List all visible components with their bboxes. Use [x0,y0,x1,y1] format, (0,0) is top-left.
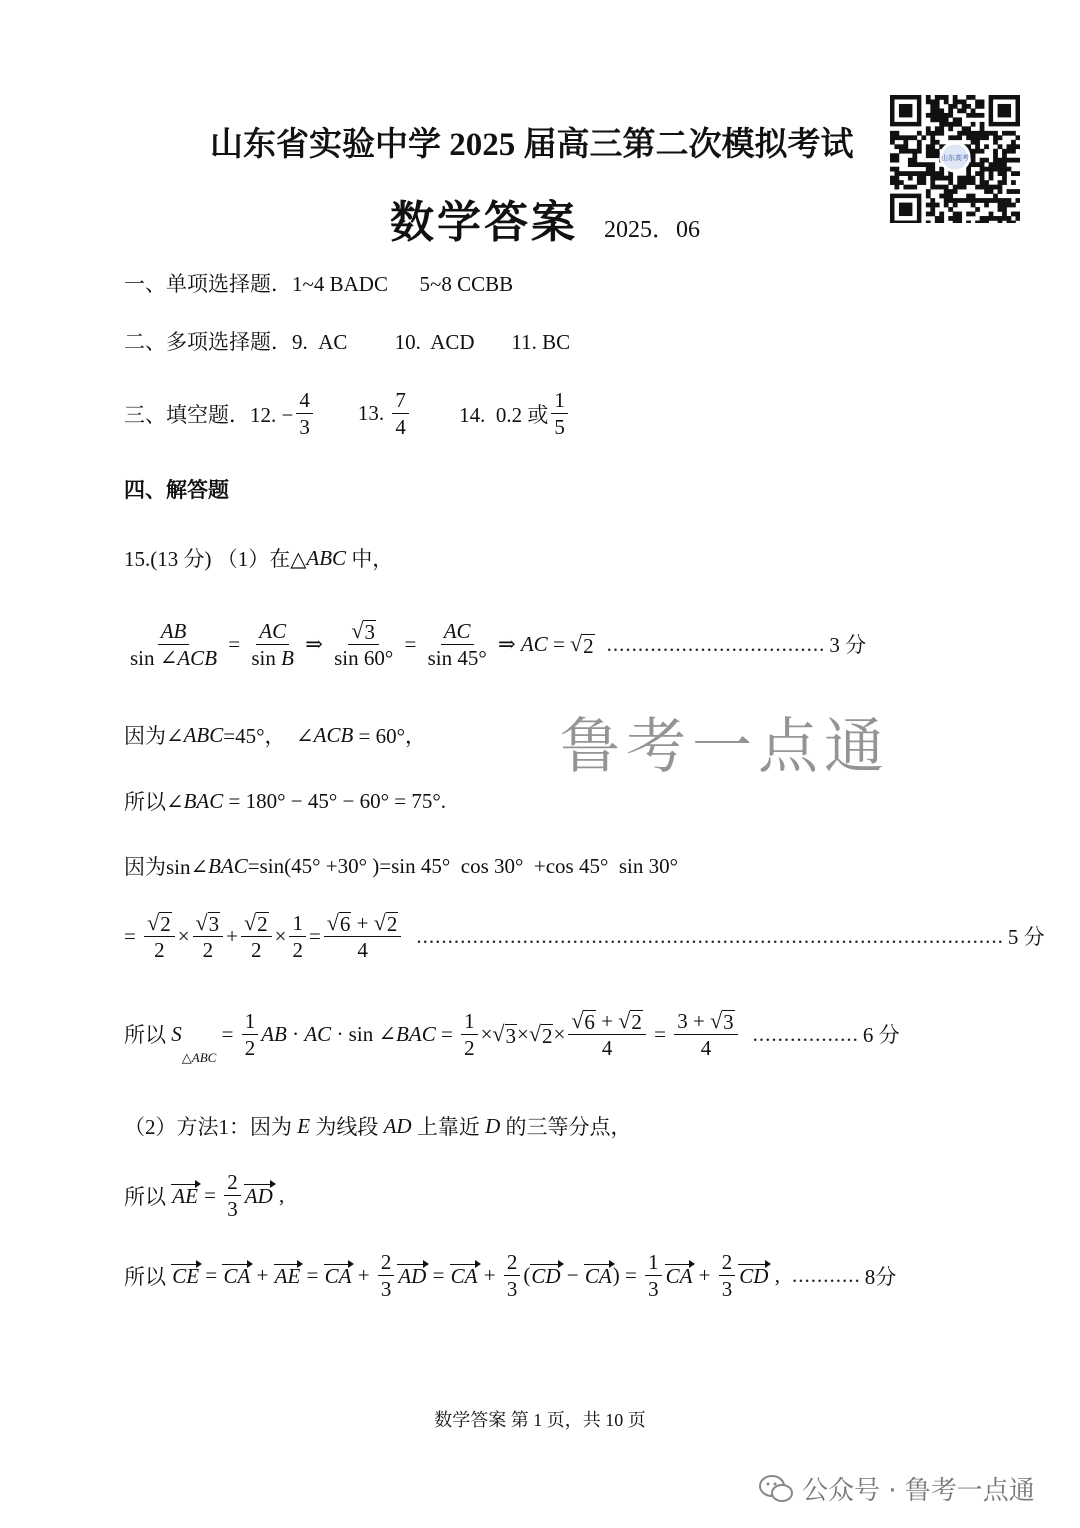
text-run: 所以∠ [124,790,184,814]
text-run: 4 [601,1036,613,1061]
text-run: · sin ∠ [331,1021,397,1046]
text-run: 2 [721,1250,733,1274]
denominator [719,1276,736,1301]
text-run: 中， [346,547,394,571]
denominator [599,1035,616,1060]
radical-sign: √ [195,910,208,935]
subtitle-text: 数学答案 [390,198,578,247]
math-variable: AB [261,1021,287,1046]
answer-line [124,618,866,670]
text-run: 2 [380,1250,392,1274]
answer-line [124,1111,632,1141]
text-run: × [553,1021,566,1046]
fraction [378,1250,395,1301]
text-run: 因为sin∠ [124,855,209,879]
math-variable: E [297,1113,311,1138]
text-run: =sin(45° +30° )=sin 45° cos 30° +cos 45° sin 30° [247,853,679,878]
radicand: 2 [160,912,171,937]
radical-sign: √ [570,631,583,657]
square-root [492,1021,517,1047]
text-run: 的三等分点， [500,1115,632,1139]
math-variable: AC [304,1021,332,1046]
text-run: 上靠近 [411,1115,486,1139]
square-root [244,910,269,935]
text-run: 2 [506,1250,518,1274]
denominator [151,937,168,962]
numerator [392,388,409,414]
vector: AD [398,1264,427,1289]
text-run: × [517,1021,529,1046]
dot-leader: .............................................................................................. [416,923,1004,948]
text-run: × [177,923,190,948]
denominator [248,645,297,670]
fraction [425,619,490,670]
radical-sign: √ [373,910,386,935]
fraction [392,388,409,439]
subscript: △ABC [181,1050,217,1066]
fraction [193,910,224,962]
denominator [331,645,396,670]
denominator [392,414,409,439]
text-run: 2 [244,1035,256,1060]
numerator [241,910,272,937]
radicand: 3 [723,1010,734,1035]
numerator [324,910,402,937]
fraction [645,1250,662,1301]
answer-line [124,786,446,816]
text-run: + [595,1008,619,1033]
denominator [248,937,265,962]
denominator [354,937,371,962]
math-variable: BAC [183,788,224,813]
fraction [461,1009,478,1060]
text-run: = [547,631,571,656]
numerator [674,1008,737,1035]
radical-sign: √ [492,1021,505,1047]
answer-line [124,268,513,298]
score-label: 5 分 [1007,925,1045,950]
text-run: 1 [554,388,565,412]
numerator [378,1250,395,1276]
vector: CA [584,1264,612,1289]
numerator [645,1250,662,1276]
denominator [200,937,217,962]
text-run: 三、填空题．12. − [124,402,294,427]
text-run: 7 [395,388,406,412]
fraction [568,1008,646,1060]
text-run: 3 + [677,1008,711,1033]
radical-sign: √ [351,618,364,643]
numerator [256,619,289,645]
text-run: ) = [612,1263,643,1288]
math-variable: ABC [306,545,347,570]
vector: CE [172,1264,200,1289]
numerator [296,388,313,414]
fraction [127,619,220,670]
square-root [196,910,221,935]
text-run: sin 45° [427,645,487,670]
math-variable: D [485,1113,501,1138]
numerator [144,910,175,937]
numerator [504,1250,521,1276]
radicand: 3 [364,620,375,645]
text-run: 所以 [124,1023,172,1048]
text-run: sin ∠ [130,645,178,670]
page-footer: 数学答案 第 1 页，共 10 页 [434,1410,646,1430]
text-run: = [198,1183,222,1208]
text-run: 1 [244,1008,256,1033]
radical-sign: √ [528,1021,541,1047]
vector: AE [172,1184,198,1209]
score-label: 6 分 [862,1023,900,1048]
text-run: ⇒ [299,631,329,656]
dot-leader: ........... [791,1263,861,1288]
answer-line [124,388,571,439]
text-run: = [301,1263,324,1288]
fraction [144,910,175,962]
text-run: 1 [292,910,303,935]
square-root [571,1008,596,1033]
vector: CA [450,1264,478,1289]
math-variable: BAC [396,1021,436,1046]
answer-line [124,1008,900,1066]
text-run: + [351,910,374,935]
numerator [348,618,379,645]
square-root [618,1008,643,1033]
text-run: 13. [315,401,390,426]
text-run: 3 [506,1277,518,1302]
text-run: 4 [299,388,310,412]
text-run: 3 [227,1197,238,1222]
vector: CA [665,1264,693,1289]
denominator [296,414,313,439]
square-root [529,1021,554,1047]
score-label: 3 分 [829,633,867,658]
answer-line [124,910,1045,962]
text-run: 3 [721,1277,733,1302]
radicand: 2 [583,634,594,659]
text-run: = [124,923,142,948]
document-subtitle [390,186,700,250]
math-variable: AD [383,1113,412,1138]
text-run: 四、解答题 [124,478,229,502]
fraction [248,619,297,670]
radical-sign: √ [326,910,339,935]
text-run: 2 [154,938,165,963]
fraction [224,1170,241,1221]
denominator [645,1276,662,1301]
text-run: （2）方法1：因为 [124,1115,298,1139]
vector: CA [324,1264,352,1289]
math-variable: AB [160,618,187,643]
text-run: 4 [357,938,368,963]
svg-text:山东高考: 山东高考 [941,154,969,162]
text-run: + [693,1263,716,1288]
math-variable: AC [520,631,548,656]
text-run: + [352,1263,375,1288]
math-variable: ACB [313,722,354,747]
text-run: 所以 [124,1264,172,1289]
wechat-icon [758,1474,794,1504]
exam-date: 2025．06 [604,217,700,243]
text-run: 14. 0.2 或 [411,402,549,427]
numerator [289,911,306,937]
radicand: 3 [505,1024,517,1049]
score-label: 8分 [864,1264,897,1289]
text-run: = [399,631,422,656]
text-run: sin 60° [334,646,394,671]
fraction [551,388,568,439]
vector: CA [223,1264,251,1289]
math-variable: BAC [208,853,248,878]
numerator [441,619,474,645]
text-run: 2 [227,1170,238,1194]
text-run: = 60°， [353,724,427,748]
text-run: + [478,1263,501,1288]
numerator [551,388,568,414]
fraction [504,1250,521,1301]
fraction [674,1008,737,1060]
fraction [289,911,306,962]
text-run: 3 [299,415,310,440]
radicand: 6 [339,912,351,937]
text-run: 1 [648,1250,659,1274]
radical-sign: √ [618,1008,631,1033]
answer-line [124,1250,896,1301]
math-variable: ABC [183,722,224,747]
answer-line [124,543,393,573]
answer-line [124,474,229,504]
numerator [158,619,190,645]
radicand: 2 [386,912,398,937]
denominator [127,645,220,670]
text-run: 因为∠ [124,724,184,748]
text-run: 3 [648,1277,659,1302]
numerator [224,1170,241,1196]
radical-sign: √ [710,1008,723,1033]
square-root [570,631,595,657]
text-run: = [427,1263,450,1288]
fraction [331,618,396,670]
vector: CD [531,1264,561,1289]
watermark: 鲁考一点通 [560,712,890,782]
text-run: × [480,1021,493,1046]
text-run: ( [523,1263,531,1288]
text-run: , [769,1263,780,1288]
text-run: = [200,1263,223,1288]
square-root [374,910,399,935]
answer-line [124,1170,284,1221]
text-run: = 180° − 45° − 60° = 75°. [223,788,446,813]
math-variable: S [171,1021,182,1046]
text-run: × [274,923,287,948]
qr-code-icon [890,95,1020,223]
denominator [224,1196,241,1221]
answer-line [124,851,678,881]
square-root [351,618,376,643]
square-root [710,1008,735,1033]
square-root [147,910,172,935]
denominator [289,937,306,962]
text-run: 2 [202,938,214,963]
answer-line [124,720,426,750]
vector: AD [244,1184,273,1209]
numerator [568,1008,646,1035]
vector: AE [274,1264,301,1289]
text-run: 1 [464,1008,475,1033]
math-variable: AC [443,618,471,643]
numerator [193,910,224,937]
text-run: ⇒ [492,631,521,656]
dot-leader: ................................... [606,631,826,656]
text-run: 一、单项选择题．1~4 BADC 5~8 CCBB [124,272,514,296]
math-variable: B [281,645,294,670]
radical-sign: √ [571,1008,584,1033]
fraction [296,388,313,439]
wechat-account-tag [758,1470,1035,1507]
wechat-label: 公众号 · 鲁考一点通 [802,1476,1035,1506]
square-root [327,910,352,935]
text-run: = [216,1021,239,1046]
vector: CD [739,1264,769,1289]
text-run: + [226,923,238,948]
denominator [461,1035,478,1060]
text-run: 3 [380,1277,392,1302]
text-run: 所以 [124,1184,172,1209]
text-run: = [308,923,321,948]
text-run: sin [251,645,282,670]
text-run: − [561,1263,584,1288]
fraction [241,910,272,962]
radical-sign: √ [147,910,160,935]
text-run: = [223,631,246,656]
numerator [242,1009,259,1035]
radicand: 2 [631,1010,642,1035]
denominator [504,1276,521,1301]
text-run: = [648,1021,672,1046]
text-run: 4 [700,1036,712,1061]
dot-leader: ................. [752,1021,859,1046]
radical-sign: √ [244,910,257,935]
math-variable: ACB [177,645,218,670]
text-run: + [251,1263,274,1288]
text-run: 5 [554,415,565,440]
text-run: 二、多项选择题．9. AC 10. ACD 11. BC [124,330,571,354]
text-run: 4 [395,415,406,440]
fraction [324,910,402,962]
text-run: = [435,1021,459,1046]
radicand: 6 [584,1010,595,1035]
numerator [461,1009,478,1035]
numerator [719,1250,736,1276]
text-run: =45°， ∠ [223,724,314,748]
fraction [719,1250,736,1301]
answer-line [124,326,570,356]
text-run: 2 [292,937,303,962]
text-run: 2 [251,938,262,963]
radicand: 2 [257,912,268,937]
denominator [698,1035,715,1060]
text-run: 15.(13 分) （1）在△ [124,547,307,571]
radicand: 3 [208,912,220,937]
math-variable: AC [259,618,287,643]
text-run: , [273,1183,285,1208]
document-title: 山东省实验中学 2025 届高三第二次模拟考试 [210,127,854,163]
text-run: 为线段 [310,1115,384,1139]
denominator [425,645,490,670]
text-run: 2 [464,1035,475,1060]
denominator [551,414,568,439]
text-run: · [286,1021,305,1046]
fraction [242,1009,259,1060]
denominator [242,1035,259,1060]
denominator [378,1276,395,1301]
radicand: 2 [541,1024,553,1049]
